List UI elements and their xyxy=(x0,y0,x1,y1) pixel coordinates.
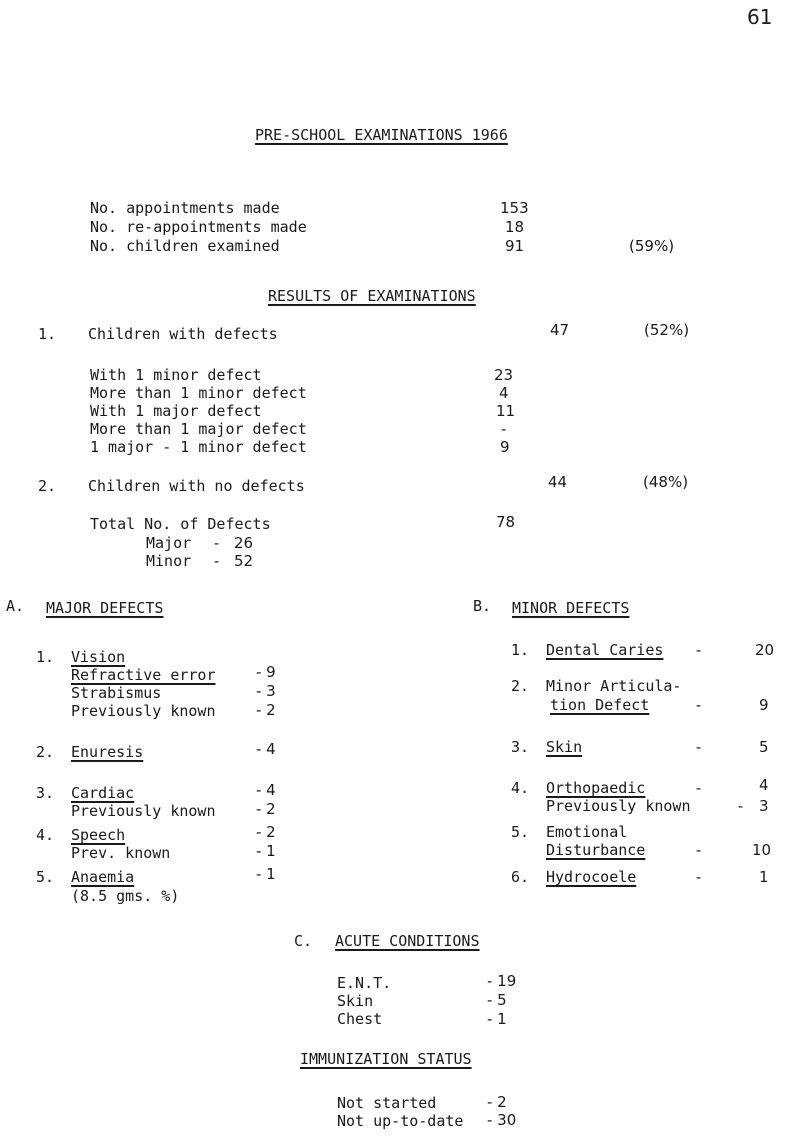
cardiac-sub-label: Previously known xyxy=(71,802,216,820)
minor-item-value: 1 xyxy=(759,868,769,886)
vision-row-label: Refractive error xyxy=(71,666,216,684)
minor-item-label: Orthopaedic xyxy=(546,779,646,797)
item-number: 3. xyxy=(511,738,530,756)
summary-label: No. children examined xyxy=(90,237,280,255)
dash: - xyxy=(212,534,222,552)
item-number: 2. xyxy=(38,477,57,495)
total-value: 78 xyxy=(496,513,516,531)
results-label: Children with no defects xyxy=(88,477,305,495)
breakdown-value: 9 xyxy=(500,438,510,456)
minor-item-label: Minor Articula- xyxy=(546,677,682,695)
vision-row-value: - 3 xyxy=(256,682,276,700)
item-number: 5. xyxy=(511,823,530,841)
section-letter: B. xyxy=(473,597,492,615)
summary-value: 153 xyxy=(500,199,529,217)
minor-item-label: Emotional xyxy=(546,823,628,841)
item-number: 2. xyxy=(511,677,530,695)
section-letter: C. xyxy=(294,932,313,950)
minor-item-label: Hydrocoele xyxy=(546,868,637,886)
page-title: PRE-SCHOOL EXAMINATIONS 1966 xyxy=(255,126,508,144)
immunization-row-value: - 30 xyxy=(487,1111,517,1129)
minor-item-dash: - xyxy=(694,779,704,797)
acute-row-value: - 19 xyxy=(487,972,517,990)
results-percent: (52%) xyxy=(644,321,690,339)
minor-item-label: Skin xyxy=(546,738,583,756)
minor-item-dash: - xyxy=(694,738,704,756)
results-percent: (48%) xyxy=(643,473,689,491)
item-number: 3. xyxy=(36,784,55,802)
vision-row-value: - 9 xyxy=(256,663,276,681)
item-number: 1. xyxy=(511,641,530,659)
immunization-heading: IMMUNIZATION STATUS xyxy=(300,1050,472,1068)
breakdown-label: More than 1 major defect xyxy=(90,420,307,438)
speech-title: Speech xyxy=(71,826,126,844)
speech-sub-value: - 1 xyxy=(256,842,276,860)
item-number: 1. xyxy=(36,648,55,666)
minor-item-label: Dental Caries xyxy=(546,641,664,659)
major-label: Major xyxy=(146,534,192,552)
minor-item-label-2: Previously known xyxy=(546,797,691,815)
vision-row-value: - 2 xyxy=(256,701,276,719)
minor-value: 52 xyxy=(234,552,254,570)
item-number: 4. xyxy=(36,826,55,844)
acute-row-label: Skin xyxy=(337,992,374,1010)
summary-label: No. appointments made xyxy=(90,199,280,217)
cardiac-value: - 4 xyxy=(256,781,276,799)
results-value: 44 xyxy=(548,473,568,491)
section-letter: A. xyxy=(6,597,25,615)
item-number: 6. xyxy=(511,868,530,886)
acute-heading: ACUTE CONDITIONS xyxy=(335,932,480,950)
item-number: 1. xyxy=(38,325,57,343)
vision-title: Vision xyxy=(71,648,126,666)
acute-row-label: Chest xyxy=(337,1010,383,1028)
total-label: Total No. of Defects xyxy=(90,515,271,533)
anaemia-sub-label: (8.5 gms. %) xyxy=(71,887,180,905)
results-label: Children with defects xyxy=(88,325,278,343)
minor-item-value: 20 xyxy=(755,641,775,659)
minor-item-label-2: Disturbance xyxy=(546,841,646,859)
speech-value: - 2 xyxy=(256,823,276,841)
breakdown-value: 23 xyxy=(494,366,514,384)
minor-heading: MINOR DEFECTS xyxy=(512,599,630,617)
minor-item-dash: - xyxy=(694,641,704,659)
summary-label: No. re-appointments made xyxy=(90,218,307,236)
minor-item-label-2: tion Defect xyxy=(550,696,650,714)
minor-item-value: 4 xyxy=(759,776,769,794)
breakdown-label: With 1 minor defect xyxy=(90,366,262,384)
dash: - xyxy=(212,552,222,570)
acute-row-label: E.N.T. xyxy=(337,974,392,992)
acute-row-value: - 5 xyxy=(487,991,507,1009)
results-value: 47 xyxy=(550,321,570,339)
page-number: 61 xyxy=(747,5,773,29)
minor-item-dash: - xyxy=(694,841,704,859)
item-number: 2. xyxy=(36,743,55,761)
minor-label: Minor xyxy=(146,552,192,570)
breakdown-value: 11 xyxy=(496,402,516,420)
minor-item-dash: - xyxy=(694,868,704,886)
anaemia-title: Anaemia xyxy=(71,868,135,886)
major-value: 26 xyxy=(234,534,254,552)
immunization-row-label: Not up-to-date xyxy=(337,1112,464,1130)
cardiac-sub-value: - 2 xyxy=(256,800,276,818)
summary-percent: (59%) xyxy=(629,237,675,255)
immunization-row-value: - 2 xyxy=(487,1093,507,1111)
major-heading: MAJOR DEFECTS xyxy=(46,599,164,617)
breakdown-label: With 1 major defect xyxy=(90,402,262,420)
results-heading: RESULTS OF EXAMINATIONS xyxy=(268,287,476,305)
item-number: 4. xyxy=(511,779,530,797)
breakdown-value: 4 xyxy=(499,384,509,402)
item-number: 5. xyxy=(36,868,55,886)
vision-row-label: Strabismus xyxy=(71,684,162,702)
minor-item-dash: - xyxy=(694,696,704,714)
minor-item-dash: - xyxy=(736,797,746,815)
summary-value: 91 xyxy=(505,237,525,255)
speech-sub-label: Prev. known xyxy=(71,844,171,862)
enuresis-value: - 4 xyxy=(256,740,276,758)
breakdown-value: - xyxy=(501,420,507,438)
vision-row-label: Previously known xyxy=(71,702,216,720)
acute-row-value: - 1 xyxy=(487,1010,507,1028)
minor-item-value: 5 xyxy=(759,738,769,756)
cardiac-title: Cardiac xyxy=(71,784,135,802)
anaemia-value: - 1 xyxy=(256,865,276,883)
enuresis-title: Enuresis xyxy=(71,743,144,761)
minor-item-value: 10 xyxy=(752,841,772,859)
immunization-row-label: Not started xyxy=(337,1094,437,1112)
minor-item-value: 9 xyxy=(759,696,769,714)
breakdown-label: More than 1 minor defect xyxy=(90,384,307,402)
breakdown-label: 1 major - 1 minor defect xyxy=(90,438,307,456)
summary-value: 18 xyxy=(505,218,525,236)
minor-item-value: 3 xyxy=(759,797,769,815)
